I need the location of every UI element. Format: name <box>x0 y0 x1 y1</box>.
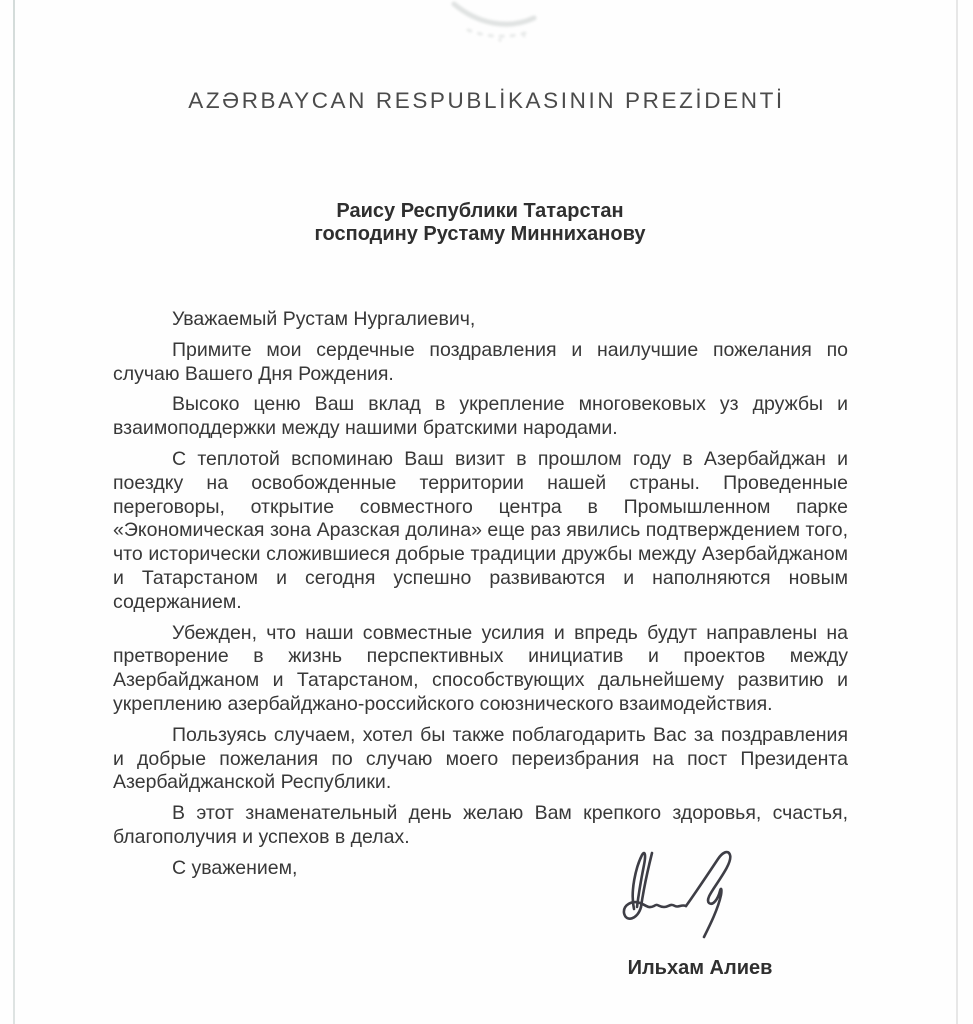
paragraph: Примите мои сердечные поздравления и наилучшие пожелания по случаю Вашего Дня Рождения. <box>113 338 848 385</box>
closing: С уважением, <box>172 856 298 879</box>
scan-left-edge-line <box>13 0 15 1024</box>
scan-right-edge-line <box>956 0 958 1024</box>
salutation: Уважаемый Рустам Нургалиевич, <box>172 308 476 330</box>
recipient-line-1: Раису Республики Татарстан <box>336 200 624 222</box>
recipient-line-2: господину Рустаму Минниханову <box>314 222 646 245</box>
paragraph: Высоко ценю Ваш вклад в укрепление многовековых уз дружбы и взаимоподдержки между нашими братскими народами. <box>113 393 848 440</box>
paragraph: С теплотой вспоминаю Ваш визит в прошлом году в Азербайджан и поездку на освобожденные территории нашей страны. Проведенные переговоры, открытие совместного центра в Промышленном парке «Экономическая зона Аразская долина» еще раз явились подтверждением того, что исторически сложившиеся добрые традиции дружбы между Азербайджаном и Татарстаном и сегодня успешно развиваются и наполняются новым содержанием. <box>113 447 848 613</box>
paragraph: Убежден, что наши совместные усилия и впредь будут направлены на претворение в жизнь перспективных инициатив и проектов между Азербайджаном и Татарстаном, способствующих дальнейшему развитию и укреплению азербайджано-российского союзнического взаимодействия. <box>113 621 848 715</box>
letterhead-title: AZƏRBAYCAN RESPUBLİKASININ PREZİDENTİ <box>188 88 785 113</box>
signature-icon <box>612 845 746 943</box>
signature-name: Ильхам Алиев <box>627 957 773 979</box>
emblem-watermark-icon <box>408 0 568 46</box>
paragraph: Пользуясь случаем, хотел бы также поблагодарить Вас за поздравления и добрые пожелания по случаю моего переизбрания на пост Президента Азербайджанской Республики. <box>113 723 848 794</box>
recipient-block <box>0 200 960 245</box>
letter-body <box>113 308 848 888</box>
paragraph: В этот знаменательный день желаю Вам крепкого здоровья, счастья, благополучия и успехов в делах. <box>113 802 848 848</box>
